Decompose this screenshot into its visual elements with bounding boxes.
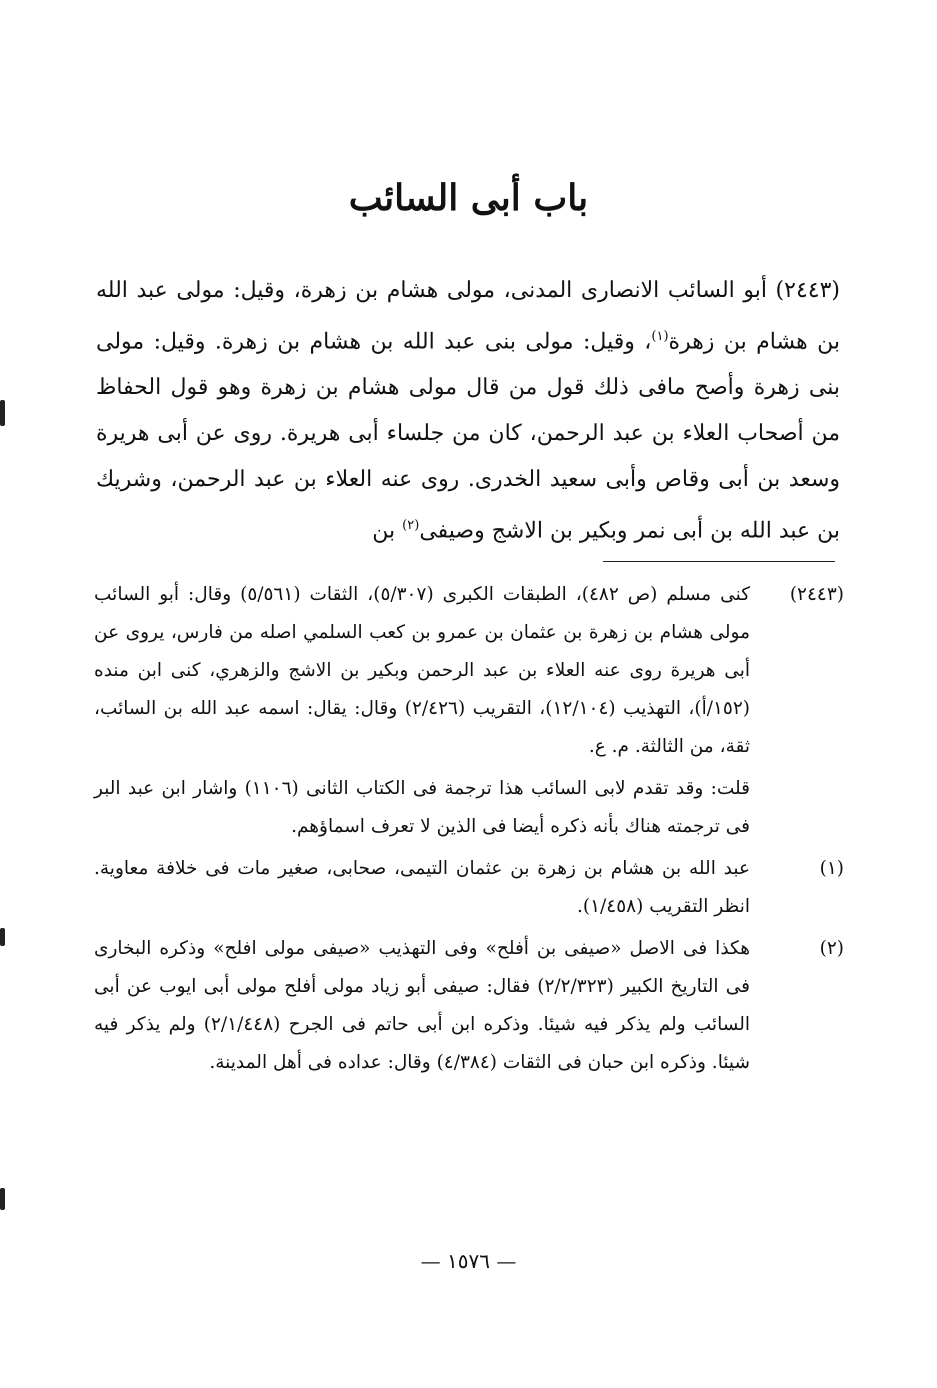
scan-edge-mark (0, 928, 5, 946)
entry-paragraph (96, 268, 840, 555)
footnote-number: (٢) (819, 938, 844, 959)
footnote-2443 (94, 576, 844, 846)
footnote-paragraph: عبد الله بن هشام بن زهرة بن عثمان التيمى، صحابى، صغير مات فى خلافة معاوية. انظر التقريب (١/٤٥٨). (94, 858, 750, 917)
footnote-number: (٢٤٤٣) (789, 584, 844, 605)
entry-text-part-2: ، وقيل: مولى بنى عبد الله بن هشام بن زهرة. وقيل: مولى بنى زهرة وأصح مافى ذلك قول من قال مولى هشام بن زهرة وهو قول الحفاظ من أصحاب العلاء بن عبد الرحمن، كان من جلساء أبى هريرة. روى عن أبى هريرة وسعد بن أبى وقاص وأبى سعيد الخدرى. روى عنه العلاء بن عبد الرحمن، وشريك بن عبد الله بن أبى نمر وبكير بن الاشج وصيفى (96, 329, 841, 544)
footnote-paragraph: كنى مسلم (ص ٤٨٢)، الطبقات الكبرى (٥/٣٠٧)، الثقات (٥/٥٦١) وقال: أبو السائب مولى هشام بن زهرة بن عثمان بن عمرو بن كعب السلمي اصله من فارس، يروى عن أبى هريرة روى عنه العلاء بن عبد الرحمن وبكير بن الاشج والزهري، كنى ابن منده (١٥٢/أ)، التهذيب (١٢/١٠٤)، التقريب (٢/٤٢٦) وقال: يقال: اسمه عبد الله بن السائب، ثقة، من الثالثة. م. ع. (94, 584, 750, 757)
page-number: — ١٥٧٦ — (420, 1249, 517, 1273)
scan-edge-mark (0, 400, 5, 426)
main-entry (96, 268, 840, 555)
footnote-text (94, 850, 750, 926)
entry-text-part-1: (٢٤٤٣) أبو السائب الانصارى المدنى، مولى هشام بن زهرة، وقيل: مولى عبد الله بن هشام بن زهرة (96, 278, 840, 355)
footnote-number: (١) (819, 858, 844, 879)
footnote-text (94, 576, 750, 846)
footnotes (94, 576, 844, 1082)
footnote-ref-2: (٢) (402, 518, 420, 534)
chapter-title: باب أبى السائب (348, 177, 589, 219)
entry-text-part-3: بن (372, 518, 403, 544)
footnote-2 (94, 930, 844, 1082)
footnote-text (94, 930, 750, 1082)
footnote-1 (94, 850, 844, 926)
footnote-separator (603, 561, 835, 562)
scan-edge-mark (0, 1188, 5, 1210)
footnote-paragraph: قلت: وقد تقدم لابى السائب هذا ترجمة فى الكتاب الثانى (١١٠٦) واشار ابن عبد البر فى ترجمته هناك بأنه ذكره أيضا فى الذين لا تعرف اسماؤهم. (94, 778, 751, 837)
footnote-ref-1: (١) (651, 329, 669, 344)
footnote-paragraph: هكذا فى الاصل «صيفى بن أفلح» وفى التهذيب «صيفى مولى افلح» وذكره البخارى فى التاريخ الكبير (٢/٢/٣٢٣) فقال: صيفى أبو زياد مولى أفلح مولى أبى ايوب عن أبى السائب ولم يذكر فيه شيئا. وذكره ابن أبى حاتم فى الجرح (٢/١/٤٤٨) ولم يذكر فيه شيئا. وذكره ابن حبان فى الثقات (٤/٣٨٤) وقال: عداده فى أهل المدينة. (94, 938, 751, 1073)
